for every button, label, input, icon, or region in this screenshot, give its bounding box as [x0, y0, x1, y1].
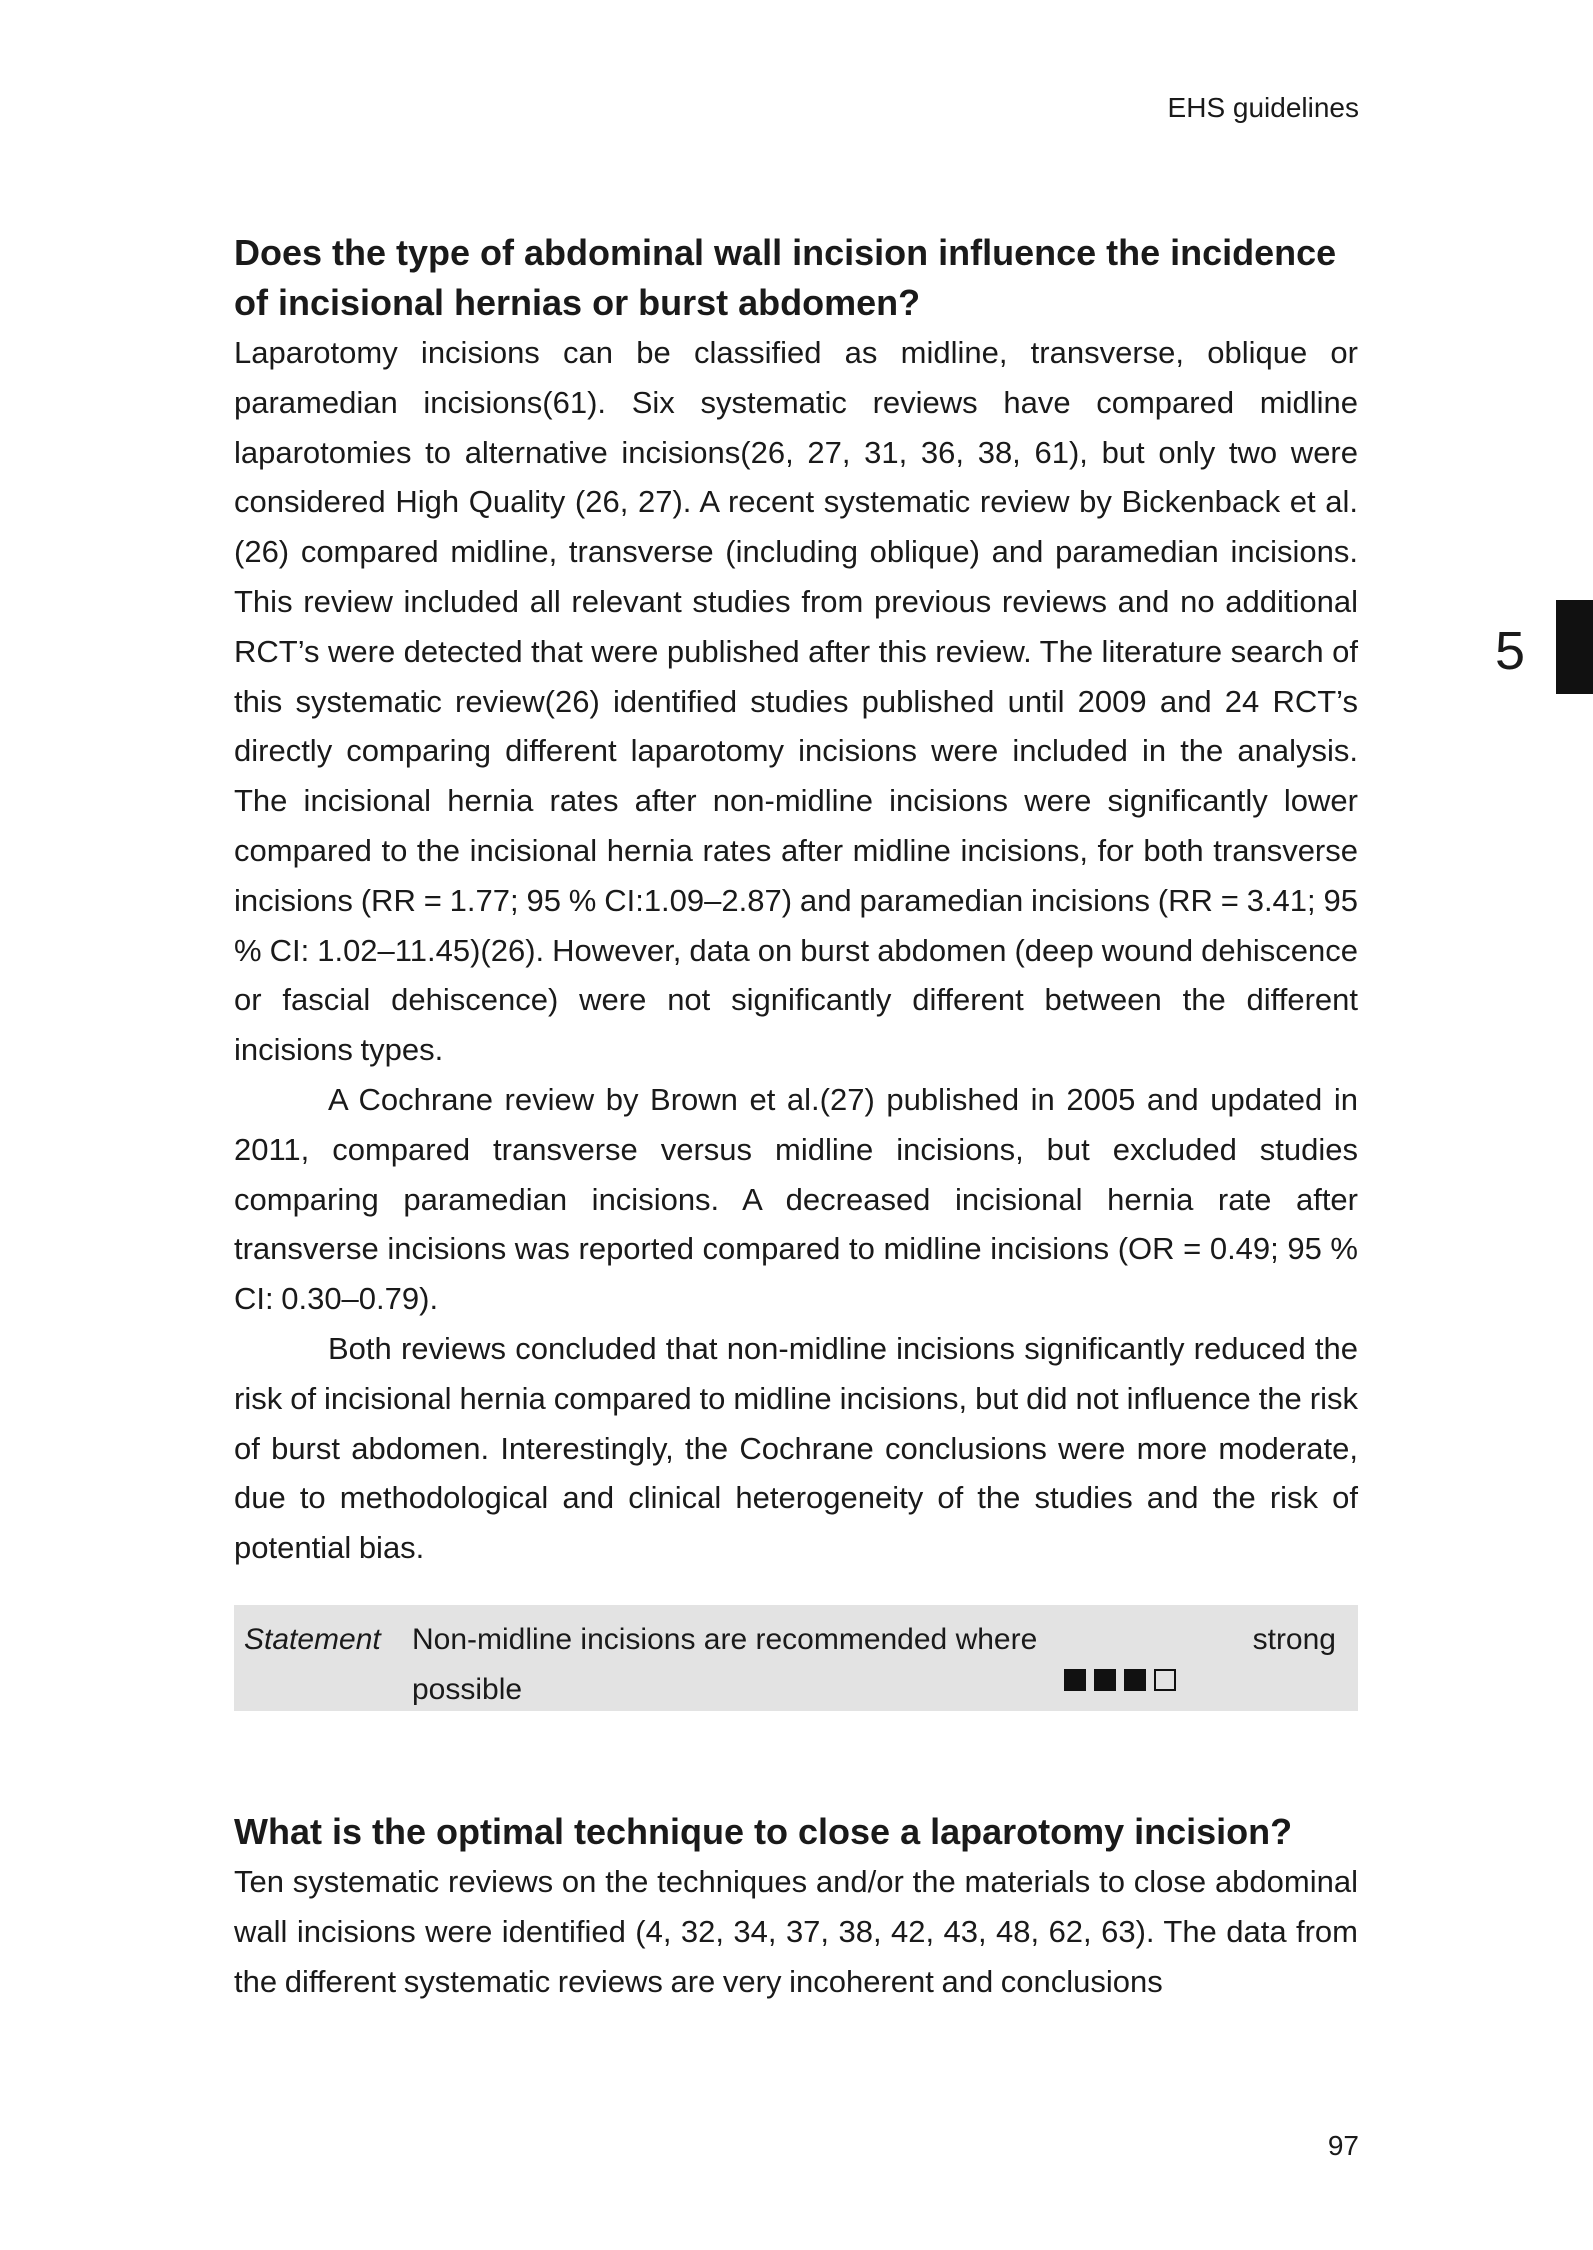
- page-number: 97: [1327, 2130, 1359, 2161]
- chapter-thumb-tab: [1556, 600, 1593, 694]
- section-heading-closure-technique: What is the optimal technique to close a laparotomy incision?: [234, 1810, 1293, 1852]
- body-paragraph: Ten systematic reviews on the techniques and/or the materials to close abdominal wall incisions were identified (4, 32, 34, 37, 38, 42, 43, 48, 62, 63). The data from the different systematic reviews are very incoherent and conclusions: [234, 1863, 1358, 1999]
- statement-label: Statement: [244, 1622, 381, 1656]
- section-closure-technique: [234, 1807, 1358, 2006]
- body-paragraph: A Cochrane review by Brown et al.(27) published in 2005 and updated in 2011, compared transverse versus midline incisions, but excluded studies comparing paramedian incisions. A decreased incisional hernia rate after transverse incisions was reported compared to midline incisions (OR = 0.49; 95 % CI: 0.30–0.79).: [234, 1081, 1358, 1317]
- chapter-number: 5: [1495, 621, 1526, 681]
- grade-square-filled: [1064, 1669, 1086, 1691]
- section-heading-incision-type: Does the type of abdominal wall incision influence the incidence of incisional hernias or burst abdomen?: [234, 232, 1337, 323]
- evidence-grade-squares: [1064, 1615, 1194, 1699]
- statement-text: Non-midline incisions are recommended where possible: [412, 1622, 1038, 1706]
- statement-box: [234, 1605, 1358, 1711]
- grade-square-filled: [1094, 1669, 1116, 1691]
- recommendation-strength: strong: [1252, 1622, 1336, 1656]
- body-paragraph: Laparotomy incisions can be classified as midline, transverse, oblique or paramedian incisions(61). Six systematic reviews have compared midline laparotomies to alternative incisions(26, 27, 31, 36, 38, 61), but only two were considered High Quality (26, 27). A recent systematic review by Bickenback et al.(26) compared midline, transverse (including oblique) and paramedian incisions. This review included all relevant studies from previous reviews and no additional RCT’s were detected that were published after this review. The literature search of this systematic review(26) identified studies published until 2009 and 24 RCT’s directly comparing different laparotomy incisions were included in the analysis. The incisional hernia rates after non-midline incisions were significantly lower compared to the incisional hernia rates after midline incisions, for both transverse incisions (RR = 1.77; 95 % CI:1.09–2.87) and paramedian incisions (RR = 3.41; 95 % CI: 1.02–11.45)(26). However, data on burst abdomen (deep wound dehiscence or fascial dehiscence) were not significantly different between the different incisions types.: [234, 335, 1358, 1068]
- grade-square-filled: [1124, 1669, 1146, 1691]
- running-header: EHS guidelines: [1167, 92, 1359, 123]
- body-paragraph: Both reviews concluded that non-midline incisions significantly reduced the risk of incisional hernia compared to midline incisions, but did not influence the risk of burst abdomen. Interestingly, the Cochrane conclusions were more moderate, due to methodological and clinical heterogeneity of the studies and the risk of potential bias.: [234, 1330, 1358, 1566]
- page-content: [234, 228, 1358, 2006]
- grade-square-empty: [1154, 1669, 1176, 1691]
